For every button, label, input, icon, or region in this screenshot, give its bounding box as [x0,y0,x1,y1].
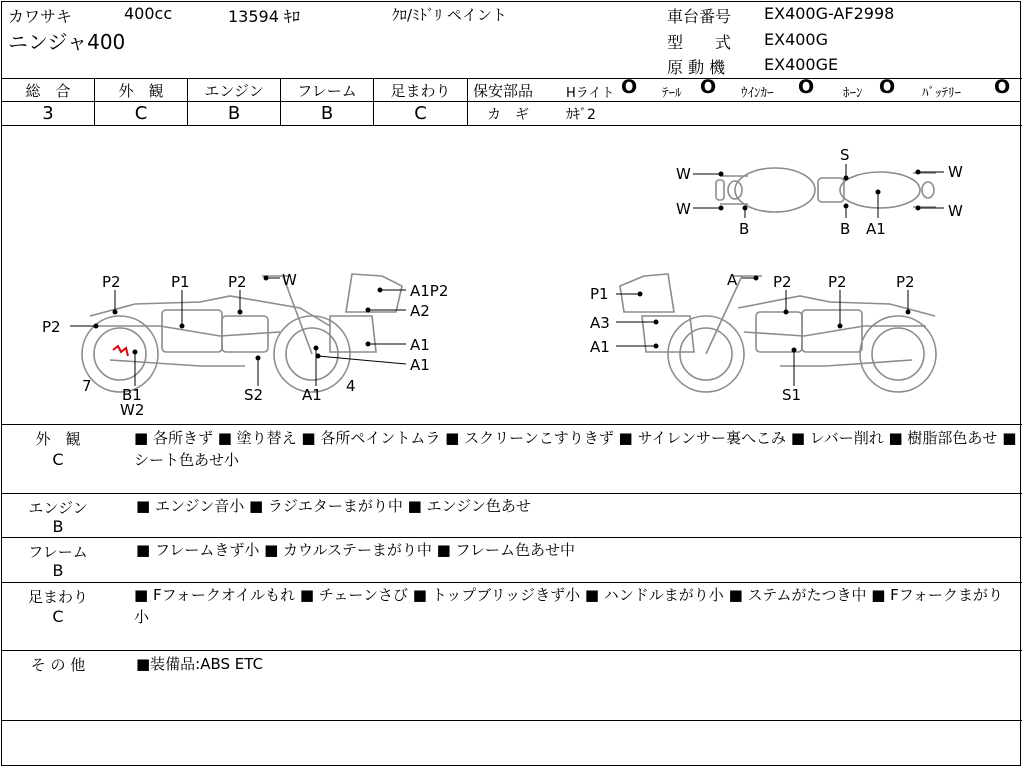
frame-no: EX400G-AF2998 [764,4,895,23]
model-name: ニンジャ400 [8,30,126,54]
label-left-7: 7 [82,377,92,395]
section-label-exterior: 外 観 [35,430,81,448]
displacement: 400cc [124,4,173,23]
safety-battery-label: ﾊﾞｯﾃﾘｰ [922,86,961,101]
frame-grade-label: フレーム [297,82,357,100]
divider [1,493,1022,494]
safety-headlight-mark: O [621,76,638,98]
label-left-a1a: A1 [410,336,430,354]
section-grade-suspension: C [52,607,64,626]
section-label-other: そ の 他 [30,656,86,674]
label-left-a1b: A1 [410,356,430,374]
section-label-frame: フレーム [28,543,88,561]
type-value: EX400G [764,30,829,49]
label-left-a1p2: A1P2 [410,282,449,300]
overall-label: 総 合 [25,82,71,100]
engine-label: 原 動 機 [667,58,726,77]
top-view-bike-icon [716,168,936,212]
section-text-frame: ■ フレームきず小 ■ カウルステーまがり中 ■ フレーム色あせ中 [136,541,575,559]
type-label: 型 式 [667,33,732,52]
safety-tail-label: ﾃｰﾙ [662,86,682,101]
safety-winker-mark: O [798,76,815,98]
safety-title: 保安部品 [473,82,534,100]
divider [1,537,1022,538]
section-label-engine: エンジン [28,499,88,517]
section-label-suspension: 足まわり [27,588,88,606]
label-top-w2: W [676,200,691,218]
frame-no-label: 車台番号 [667,7,732,26]
label-top-w3: W [948,163,963,181]
right-side-bike-icon [620,274,936,392]
label-left-p2b: P2 [228,273,247,291]
damage-mark-icon [113,346,128,356]
label-top-b2: B [840,220,851,238]
divider [467,101,1021,102]
maker: カワサキ [8,7,73,26]
mileage: 13594 ｷﾛ [228,7,300,26]
label-left-p1: P1 [171,273,190,291]
label-top-b1: B [739,220,750,238]
label-right-p2b: P2 [828,273,847,291]
label-right-p2a: P2 [773,273,792,291]
safety-horn-mark: O [879,76,896,98]
divider [1,424,1022,425]
label-left-a1c: A1 [302,386,322,404]
engine-grade: B [227,103,241,124]
safety-winker-label: ｳｲﾝｶｰ [741,86,774,101]
exterior-label: 外 観 [118,82,164,100]
label-left-w: W [282,271,297,289]
section-grade-exterior: C [52,450,64,469]
safety-battery-mark: O [994,76,1011,98]
label-top-w1: W [676,165,691,183]
label-left-b1: B1 [122,386,142,404]
section-text-engine: ■ エンジン音小 ■ ラジエターまがり中 ■ エンジン色あせ [136,497,531,515]
exterior-grade: C [134,103,148,124]
section-grade-engine: B [52,517,64,536]
label-right-a: A [727,271,738,289]
divider [1,720,1022,721]
engine-value: EX400GE [764,55,839,74]
label-left-4: 4 [346,377,356,395]
safety-horn-label: ﾎｰﾝ [843,86,863,101]
key-label: カ ギ [487,107,529,123]
damage-diagram [0,126,1022,424]
label-left-w2: W2 [120,401,145,419]
label-left-a2: A2 [410,302,430,320]
label-right-a3: A3 [590,314,610,332]
suspension-grade-label: 足まわり [390,82,451,100]
left-side-bike-icon [82,274,402,392]
section-text-exterior: ■ 各所きず ■ 塗り替え ■ 各所ペイントムラ ■ スクリーンこすりきず ■ サイレンサー裏へこみ ■ レバー削れ ■ 樹脂部色あせ ■ シート色あせ小 [134,429,1017,469]
divider [1,582,1022,583]
label-top-a1: A1 [866,220,886,238]
frame-grade: B [320,103,334,124]
label-right-p1: P1 [590,285,609,303]
color: ｸﾛ/ﾐﾄﾞﾘ ペイント [392,6,507,24]
key-value: ｶｷﾞ2 [566,107,596,123]
label-left-s2: S2 [244,386,264,404]
section-text-suspension: ■ Fフォークオイルもれ ■ チェーンさび ■ トップブリッジきず小 ■ ハンドルまがり小 ■ ステムがたつき中 ■ Fフォークまがり小 [134,586,1004,626]
safety-headlight-label: Hライト [566,86,615,101]
suspension-grade: C [414,103,427,124]
label-left-p2c: P2 [42,318,61,336]
divider [1,101,467,102]
label-right-a1: A1 [590,338,610,356]
label-left-p2a: P2 [102,273,121,291]
divider [1,78,1022,79]
label-right-s1: S1 [782,386,802,404]
engine-grade-label: エンジン [204,82,264,100]
section-grade-frame: B [52,561,64,580]
safety-tail-mark: O [700,76,717,98]
label-top-w4: W [948,202,963,220]
section-text-other: ■装備品:ABS ETC [136,655,264,673]
overall-grade: 3 [42,103,54,124]
label-top-s: S [840,146,850,164]
divider [1,650,1022,651]
label-right-p2c: P2 [896,273,915,291]
